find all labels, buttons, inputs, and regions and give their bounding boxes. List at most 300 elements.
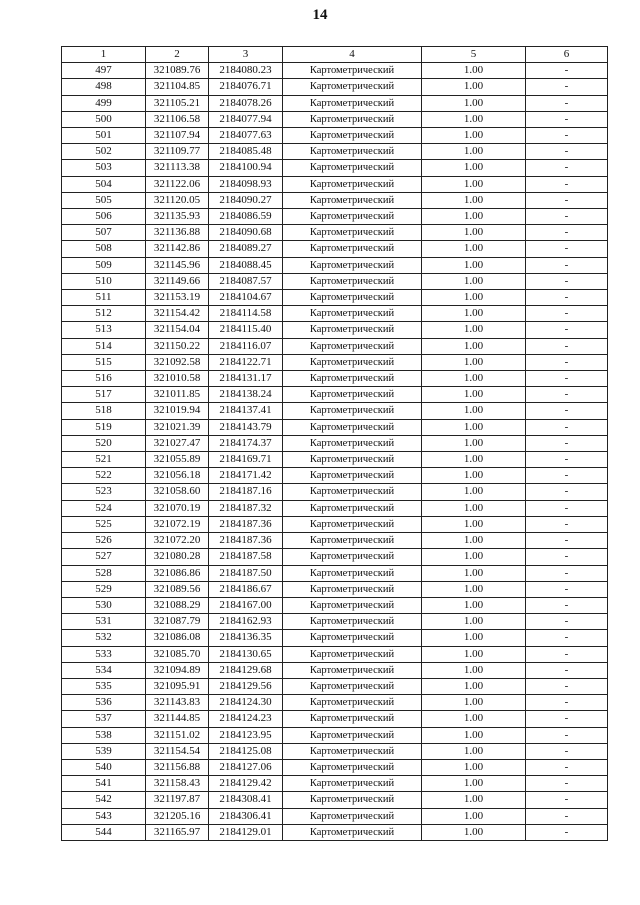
y-coordinate-cell: 2184138.24 xyxy=(209,387,283,403)
point-number-cell: 533 xyxy=(62,646,146,662)
x-coordinate-cell: 321154.54 xyxy=(146,743,209,759)
point-number-cell: 532 xyxy=(62,630,146,646)
y-coordinate-cell: 2184078.26 xyxy=(209,95,283,111)
column-header: 4 xyxy=(283,47,422,63)
accuracy-cell: 1.00 xyxy=(422,160,526,176)
method-cell: Картометрический xyxy=(283,549,422,565)
x-coordinate-cell: 321136.88 xyxy=(146,225,209,241)
x-coordinate-cell: 321089.56 xyxy=(146,581,209,597)
y-coordinate-cell: 2184187.36 xyxy=(209,533,283,549)
x-coordinate-cell: 321011.85 xyxy=(146,387,209,403)
description-cell: - xyxy=(526,565,608,581)
table-row xyxy=(62,144,608,160)
description-cell: - xyxy=(526,630,608,646)
table-row xyxy=(62,824,608,840)
point-number-cell: 512 xyxy=(62,306,146,322)
description-cell: - xyxy=(526,678,608,694)
description-cell: - xyxy=(526,468,608,484)
accuracy-cell: 1.00 xyxy=(422,419,526,435)
accuracy-cell: 1.00 xyxy=(422,776,526,792)
description-cell: - xyxy=(526,711,608,727)
description-cell: - xyxy=(526,111,608,127)
y-coordinate-cell: 2184187.50 xyxy=(209,565,283,581)
accuracy-cell: 1.00 xyxy=(422,468,526,484)
method-cell: Картометрический xyxy=(283,435,422,451)
table-row xyxy=(62,678,608,694)
accuracy-cell: 1.00 xyxy=(422,371,526,387)
point-number-cell: 513 xyxy=(62,322,146,338)
description-cell: - xyxy=(526,484,608,500)
table-row xyxy=(62,743,608,759)
accuracy-cell: 1.00 xyxy=(422,354,526,370)
table-row xyxy=(62,776,608,792)
method-cell: Картометрический xyxy=(283,241,422,257)
description-cell: - xyxy=(526,662,608,678)
table-body xyxy=(62,63,608,841)
point-number-cell: 527 xyxy=(62,549,146,565)
table-row xyxy=(62,290,608,306)
x-coordinate-cell: 321095.91 xyxy=(146,678,209,694)
table-row xyxy=(62,792,608,808)
point-number-cell: 504 xyxy=(62,176,146,192)
point-number-cell: 526 xyxy=(62,533,146,549)
table-row xyxy=(62,581,608,597)
table-row xyxy=(62,63,608,79)
description-cell: - xyxy=(526,273,608,289)
method-cell: Картометрический xyxy=(283,403,422,419)
accuracy-cell: 1.00 xyxy=(422,306,526,322)
x-coordinate-cell: 321113.38 xyxy=(146,160,209,176)
x-coordinate-cell: 321145.96 xyxy=(146,257,209,273)
method-cell: Картометрический xyxy=(283,630,422,646)
x-coordinate-cell: 321165.97 xyxy=(146,824,209,840)
method-cell: Картометрический xyxy=(283,452,422,468)
table-row xyxy=(62,403,608,419)
y-coordinate-cell: 2184104.67 xyxy=(209,290,283,306)
table-row xyxy=(62,597,608,613)
point-number-cell: 531 xyxy=(62,614,146,630)
accuracy-cell: 1.00 xyxy=(422,63,526,79)
description-cell: - xyxy=(526,646,608,662)
description-cell: - xyxy=(526,290,608,306)
y-coordinate-cell: 2184127.06 xyxy=(209,759,283,775)
method-cell: Картометрический xyxy=(283,484,422,500)
method-cell: Картометрический xyxy=(283,614,422,630)
accuracy-cell: 1.00 xyxy=(422,111,526,127)
x-coordinate-cell: 321056.18 xyxy=(146,468,209,484)
table-row xyxy=(62,662,608,678)
description-cell: - xyxy=(526,241,608,257)
y-coordinate-cell: 2184124.30 xyxy=(209,695,283,711)
description-cell: - xyxy=(526,695,608,711)
y-coordinate-cell: 2184088.45 xyxy=(209,257,283,273)
y-coordinate-cell: 2184123.95 xyxy=(209,727,283,743)
y-coordinate-cell: 2184187.32 xyxy=(209,500,283,516)
description-cell: - xyxy=(526,403,608,419)
x-coordinate-cell: 321142.86 xyxy=(146,241,209,257)
point-number-cell: 497 xyxy=(62,63,146,79)
y-coordinate-cell: 2184100.94 xyxy=(209,160,283,176)
point-number-cell: 538 xyxy=(62,727,146,743)
method-cell: Картометрический xyxy=(283,792,422,808)
table-row xyxy=(62,646,608,662)
y-coordinate-cell: 2184125.08 xyxy=(209,743,283,759)
y-coordinate-cell: 2184169.71 xyxy=(209,452,283,468)
description-cell: - xyxy=(526,743,608,759)
method-cell: Картометрический xyxy=(283,581,422,597)
point-number-cell: 523 xyxy=(62,484,146,500)
x-coordinate-cell: 321019.94 xyxy=(146,403,209,419)
table-row xyxy=(62,176,608,192)
x-coordinate-cell: 321149.66 xyxy=(146,273,209,289)
description-cell: - xyxy=(526,419,608,435)
table-row xyxy=(62,711,608,727)
table-row xyxy=(62,241,608,257)
y-coordinate-cell: 2184129.42 xyxy=(209,776,283,792)
point-number-cell: 502 xyxy=(62,144,146,160)
point-number-cell: 517 xyxy=(62,387,146,403)
accuracy-cell: 1.00 xyxy=(422,678,526,694)
x-coordinate-cell: 321027.47 xyxy=(146,435,209,451)
point-number-cell: 522 xyxy=(62,468,146,484)
point-number-cell: 528 xyxy=(62,565,146,581)
method-cell: Картометрический xyxy=(283,209,422,225)
description-cell: - xyxy=(526,371,608,387)
point-number-cell: 508 xyxy=(62,241,146,257)
point-number-cell: 518 xyxy=(62,403,146,419)
point-number-cell: 503 xyxy=(62,160,146,176)
point-number-cell: 499 xyxy=(62,95,146,111)
x-coordinate-cell: 321058.60 xyxy=(146,484,209,500)
method-cell: Картометрический xyxy=(283,79,422,95)
description-cell: - xyxy=(526,306,608,322)
y-coordinate-cell: 2184116.07 xyxy=(209,338,283,354)
point-number-cell: 524 xyxy=(62,500,146,516)
table-row xyxy=(62,452,608,468)
accuracy-cell: 1.00 xyxy=(422,516,526,532)
x-coordinate-cell: 321021.39 xyxy=(146,419,209,435)
x-coordinate-cell: 321144.85 xyxy=(146,711,209,727)
y-coordinate-cell: 2184129.56 xyxy=(209,678,283,694)
point-number-cell: 530 xyxy=(62,597,146,613)
description-cell: - xyxy=(526,209,608,225)
y-coordinate-cell: 2184122.71 xyxy=(209,354,283,370)
description-cell: - xyxy=(526,581,608,597)
x-coordinate-cell: 321122.06 xyxy=(146,176,209,192)
x-coordinate-cell: 321085.70 xyxy=(146,646,209,662)
method-cell: Картометрический xyxy=(283,597,422,613)
accuracy-cell: 1.00 xyxy=(422,743,526,759)
description-cell: - xyxy=(526,354,608,370)
method-cell: Картометрический xyxy=(283,95,422,111)
accuracy-cell: 1.00 xyxy=(422,225,526,241)
point-number-cell: 505 xyxy=(62,192,146,208)
accuracy-cell: 1.00 xyxy=(422,192,526,208)
point-number-cell: 537 xyxy=(62,711,146,727)
point-number-cell: 544 xyxy=(62,824,146,840)
x-coordinate-cell: 321055.89 xyxy=(146,452,209,468)
description-cell: - xyxy=(526,144,608,160)
method-cell: Картометрический xyxy=(283,533,422,549)
page-number: 14 xyxy=(312,7,328,23)
accuracy-cell: 1.00 xyxy=(422,435,526,451)
x-coordinate-cell: 321072.19 xyxy=(146,516,209,532)
x-coordinate-cell: 321087.79 xyxy=(146,614,209,630)
y-coordinate-cell: 2184129.01 xyxy=(209,824,283,840)
method-cell: Картометрический xyxy=(283,824,422,840)
accuracy-cell: 1.00 xyxy=(422,759,526,775)
point-number-cell: 498 xyxy=(62,79,146,95)
accuracy-cell: 1.00 xyxy=(422,630,526,646)
y-coordinate-cell: 2184098.93 xyxy=(209,176,283,192)
y-coordinate-cell: 2184187.16 xyxy=(209,484,283,500)
point-number-cell: 511 xyxy=(62,290,146,306)
description-cell: - xyxy=(526,533,608,549)
table-row xyxy=(62,306,608,322)
x-coordinate-cell: 321154.04 xyxy=(146,322,209,338)
table-row xyxy=(62,95,608,111)
y-coordinate-cell: 2184090.27 xyxy=(209,192,283,208)
description-cell: - xyxy=(526,338,608,354)
description-cell: - xyxy=(526,160,608,176)
description-cell: - xyxy=(526,549,608,565)
y-coordinate-cell: 2184077.94 xyxy=(209,111,283,127)
x-coordinate-cell: 321080.28 xyxy=(146,549,209,565)
x-coordinate-cell: 321135.93 xyxy=(146,209,209,225)
accuracy-cell: 1.00 xyxy=(422,662,526,678)
description-cell: - xyxy=(526,63,608,79)
accuracy-cell: 1.00 xyxy=(422,824,526,840)
y-coordinate-cell: 2184124.23 xyxy=(209,711,283,727)
description-cell: - xyxy=(526,727,608,743)
method-cell: Картометрический xyxy=(283,565,422,581)
accuracy-cell: 1.00 xyxy=(422,79,526,95)
method-cell: Картометрический xyxy=(283,111,422,127)
description-cell: - xyxy=(526,614,608,630)
table-row xyxy=(62,468,608,484)
y-coordinate-cell: 2184187.36 xyxy=(209,516,283,532)
table-row xyxy=(62,128,608,144)
point-number-cell: 507 xyxy=(62,225,146,241)
y-coordinate-cell: 2184115.40 xyxy=(209,322,283,338)
column-header: 6 xyxy=(526,47,608,63)
accuracy-cell: 1.00 xyxy=(422,387,526,403)
method-cell: Картометрический xyxy=(283,808,422,824)
accuracy-cell: 1.00 xyxy=(422,581,526,597)
table-row xyxy=(62,79,608,95)
method-cell: Картометрический xyxy=(283,711,422,727)
accuracy-cell: 1.00 xyxy=(422,128,526,144)
column-header: 1 xyxy=(62,47,146,63)
method-cell: Картометрический xyxy=(283,776,422,792)
point-number-cell: 540 xyxy=(62,759,146,775)
accuracy-cell: 1.00 xyxy=(422,695,526,711)
method-cell: Картометрический xyxy=(283,322,422,338)
point-number-cell: 535 xyxy=(62,678,146,694)
method-cell: Картометрический xyxy=(283,387,422,403)
description-cell: - xyxy=(526,387,608,403)
x-coordinate-cell: 321106.58 xyxy=(146,111,209,127)
accuracy-cell: 1.00 xyxy=(422,727,526,743)
point-number-cell: 519 xyxy=(62,419,146,435)
x-coordinate-cell: 321088.29 xyxy=(146,597,209,613)
x-coordinate-cell: 321158.43 xyxy=(146,776,209,792)
description-cell: - xyxy=(526,792,608,808)
x-coordinate-cell: 321086.86 xyxy=(146,565,209,581)
x-coordinate-cell: 321150.22 xyxy=(146,338,209,354)
point-number-cell: 525 xyxy=(62,516,146,532)
accuracy-cell: 1.00 xyxy=(422,452,526,468)
description-cell: - xyxy=(526,176,608,192)
y-coordinate-cell: 2184174.37 xyxy=(209,435,283,451)
description-cell: - xyxy=(526,225,608,241)
y-coordinate-cell: 2184167.00 xyxy=(209,597,283,613)
x-coordinate-cell: 321156.88 xyxy=(146,759,209,775)
x-coordinate-cell: 321153.19 xyxy=(146,290,209,306)
x-coordinate-cell: 321089.76 xyxy=(146,63,209,79)
x-coordinate-cell: 321104.85 xyxy=(146,79,209,95)
accuracy-cell: 1.00 xyxy=(422,549,526,565)
point-number-cell: 539 xyxy=(62,743,146,759)
method-cell: Картометрический xyxy=(283,338,422,354)
table-row xyxy=(62,565,608,581)
x-coordinate-cell: 321109.77 xyxy=(146,144,209,160)
table-row xyxy=(62,160,608,176)
method-cell: Картометрический xyxy=(283,516,422,532)
y-coordinate-cell: 2184131.17 xyxy=(209,371,283,387)
accuracy-cell: 1.00 xyxy=(422,176,526,192)
accuracy-cell: 1.00 xyxy=(422,484,526,500)
column-header: 3 xyxy=(209,47,283,63)
description-cell: - xyxy=(526,95,608,111)
method-cell: Картометрический xyxy=(283,662,422,678)
table-row xyxy=(62,500,608,516)
x-coordinate-cell: 321086.08 xyxy=(146,630,209,646)
x-coordinate-cell: 321154.42 xyxy=(146,306,209,322)
table-row xyxy=(62,419,608,435)
method-cell: Картометрический xyxy=(283,500,422,516)
coordinates-table xyxy=(61,46,608,841)
x-coordinate-cell: 321072.20 xyxy=(146,533,209,549)
column-header: 5 xyxy=(422,47,526,63)
table-row xyxy=(62,727,608,743)
description-cell: - xyxy=(526,597,608,613)
x-coordinate-cell: 321094.89 xyxy=(146,662,209,678)
y-coordinate-cell: 2184143.79 xyxy=(209,419,283,435)
table-row xyxy=(62,614,608,630)
accuracy-cell: 1.00 xyxy=(422,209,526,225)
table-row xyxy=(62,273,608,289)
point-number-cell: 529 xyxy=(62,581,146,597)
method-cell: Картометрический xyxy=(283,354,422,370)
method-cell: Картометрический xyxy=(283,63,422,79)
method-cell: Картометрический xyxy=(283,144,422,160)
y-coordinate-cell: 2184086.59 xyxy=(209,209,283,225)
y-coordinate-cell: 2184085.48 xyxy=(209,144,283,160)
point-number-cell: 500 xyxy=(62,111,146,127)
y-coordinate-cell: 2184306.41 xyxy=(209,808,283,824)
table-row xyxy=(62,111,608,127)
accuracy-cell: 1.00 xyxy=(422,565,526,581)
method-cell: Картометрический xyxy=(283,759,422,775)
accuracy-cell: 1.00 xyxy=(422,338,526,354)
description-cell: - xyxy=(526,776,608,792)
y-coordinate-cell: 2184130.65 xyxy=(209,646,283,662)
point-number-cell: 510 xyxy=(62,273,146,289)
method-cell: Картометрический xyxy=(283,273,422,289)
point-number-cell: 541 xyxy=(62,776,146,792)
method-cell: Картометрический xyxy=(283,695,422,711)
table-row xyxy=(62,209,608,225)
accuracy-cell: 1.00 xyxy=(422,290,526,306)
method-cell: Картометрический xyxy=(283,176,422,192)
x-coordinate-cell: 321143.83 xyxy=(146,695,209,711)
method-cell: Картометрический xyxy=(283,727,422,743)
table-row xyxy=(62,630,608,646)
x-coordinate-cell: 321205.16 xyxy=(146,808,209,824)
accuracy-cell: 1.00 xyxy=(422,646,526,662)
accuracy-cell: 1.00 xyxy=(422,500,526,516)
accuracy-cell: 1.00 xyxy=(422,403,526,419)
accuracy-cell: 1.00 xyxy=(422,614,526,630)
y-coordinate-cell: 2184080.23 xyxy=(209,63,283,79)
y-coordinate-cell: 2184090.68 xyxy=(209,225,283,241)
x-coordinate-cell: 321197.87 xyxy=(146,792,209,808)
y-coordinate-cell: 2184136.35 xyxy=(209,630,283,646)
point-number-cell: 521 xyxy=(62,452,146,468)
accuracy-cell: 1.00 xyxy=(422,95,526,111)
y-coordinate-cell: 2184077.63 xyxy=(209,128,283,144)
y-coordinate-cell: 2184308.41 xyxy=(209,792,283,808)
description-cell: - xyxy=(526,452,608,468)
table-row xyxy=(62,549,608,565)
y-coordinate-cell: 2184137.41 xyxy=(209,403,283,419)
y-coordinate-cell: 2184162.93 xyxy=(209,614,283,630)
method-cell: Картометрический xyxy=(283,419,422,435)
y-coordinate-cell: 2184089.27 xyxy=(209,241,283,257)
point-number-cell: 501 xyxy=(62,128,146,144)
description-cell: - xyxy=(526,79,608,95)
table-header-row xyxy=(62,47,608,63)
point-number-cell: 520 xyxy=(62,435,146,451)
table-row xyxy=(62,695,608,711)
table-row xyxy=(62,338,608,354)
accuracy-cell: 1.00 xyxy=(422,322,526,338)
table-row xyxy=(62,533,608,549)
method-cell: Картометрический xyxy=(283,646,422,662)
table-row xyxy=(62,322,608,338)
table-row xyxy=(62,371,608,387)
method-cell: Картометрический xyxy=(283,192,422,208)
y-coordinate-cell: 2184076.71 xyxy=(209,79,283,95)
point-number-cell: 534 xyxy=(62,662,146,678)
point-number-cell: 506 xyxy=(62,209,146,225)
description-cell: - xyxy=(526,192,608,208)
table-row xyxy=(62,484,608,500)
x-coordinate-cell: 321120.05 xyxy=(146,192,209,208)
method-cell: Картометрический xyxy=(283,257,422,273)
description-cell: - xyxy=(526,759,608,775)
table-row xyxy=(62,387,608,403)
description-cell: - xyxy=(526,128,608,144)
method-cell: Картометрический xyxy=(283,128,422,144)
method-cell: Картометрический xyxy=(283,468,422,484)
point-number-cell: 543 xyxy=(62,808,146,824)
table-row xyxy=(62,354,608,370)
x-coordinate-cell: 321105.21 xyxy=(146,95,209,111)
accuracy-cell: 1.00 xyxy=(422,597,526,613)
y-coordinate-cell: 2184186.67 xyxy=(209,581,283,597)
